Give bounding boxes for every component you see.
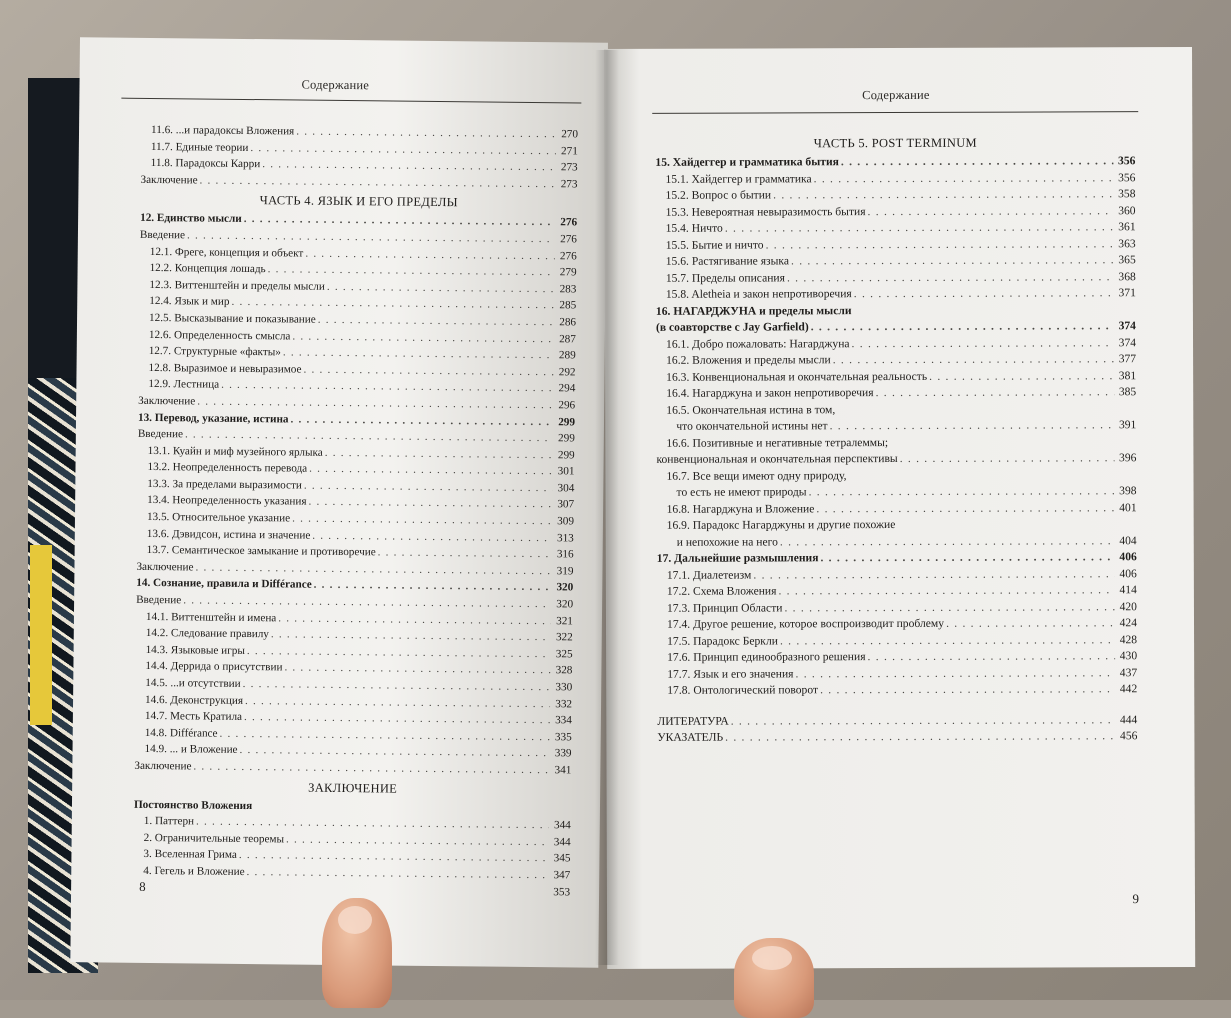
- book-cover-yellow-pattern: [30, 545, 52, 725]
- entry-page-number: 406: [1117, 566, 1137, 583]
- dot-leader: [254, 809, 549, 812]
- toc-entry: [657, 712, 1137, 730]
- entry-title: 14.1. Виттенштейн и имена: [146, 609, 277, 627]
- entry-page-number: 313: [554, 530, 574, 547]
- table-of-contents: [655, 131, 1137, 746]
- entry-page-number: 430: [1117, 648, 1137, 665]
- part-heading: ЧАСТЬ 4. ЯЗЫК И ЕГО ПРЕДЕЛЫ: [140, 188, 577, 215]
- entry-page-number: 296: [555, 397, 575, 414]
- entry-page-number: 396: [1116, 450, 1136, 467]
- toc-entry: [656, 269, 1136, 287]
- entry-page-number: 428: [1117, 632, 1137, 649]
- entry-page-number: 361: [1116, 219, 1136, 236]
- entry-page-number: 406: [1117, 549, 1137, 566]
- page-number: 8: [139, 879, 146, 895]
- entry-title: 12.7. Структурные «факты»: [149, 343, 281, 361]
- entry-title: 13.3. За пределами выразимости: [147, 476, 302, 494]
- entry-page-number: 356: [1115, 153, 1135, 170]
- entry-title: 15.5. Бытие и ничто: [666, 237, 764, 254]
- thumbnail-left: [338, 906, 372, 934]
- entry-page-number: 339: [551, 746, 571, 763]
- entry-title: 15.4. Ничто: [666, 221, 723, 238]
- entry-title: 17.1. Диалетеизм: [667, 567, 752, 584]
- entry-title: 4. Гегель и Вложение: [143, 863, 244, 881]
- toc-entry: [657, 665, 1137, 683]
- entry-title: 16.6. Позитивные и негативные тетралеммы;: [666, 435, 888, 452]
- entry-title: 15.6. Растягивание языка: [666, 253, 789, 270]
- entry-title: 17. Дальнейшие размышления: [657, 550, 819, 567]
- dot-leader: [841, 153, 1114, 170]
- entry-page-number: 358: [1115, 186, 1135, 203]
- entry-title: Введение: [140, 227, 185, 244]
- dot-leader: [900, 450, 1115, 467]
- entry-page-number: 332: [552, 696, 572, 713]
- entry-title: 13.1. Куайн и миф музейного ярлыка: [148, 443, 323, 461]
- entry-title: 17.4. Другое решение, которое воспроизводит проблему: [667, 616, 944, 633]
- entry-page-number: 341: [551, 762, 571, 779]
- dot-leader: [753, 566, 1114, 584]
- entry-page-number: 344: [551, 817, 571, 834]
- toc-entry: [656, 434, 1136, 452]
- dot-leader: [816, 500, 1114, 518]
- entry-page-number: 368: [1116, 269, 1136, 286]
- entry-page-number: 270: [558, 126, 578, 143]
- entry-page-number: 294: [555, 381, 575, 398]
- toc-entry: [657, 615, 1137, 633]
- dot-leader: [946, 615, 1115, 632]
- entry-title: УКАЗАТЕЛЬ: [657, 730, 723, 747]
- toc-entry: [656, 219, 1136, 237]
- dot-leader: [784, 599, 1115, 617]
- dot-leader: [809, 483, 1115, 501]
- toc-entry: [656, 417, 1136, 435]
- toc-entry: [657, 483, 1137, 501]
- entry-title: 14.9. ... и Вложение: [144, 741, 237, 759]
- entry-title: 16.7. Все вещи имеют одну природу,: [666, 468, 846, 485]
- entry-page-number: 320: [553, 596, 573, 613]
- toc-chapter-entry: [656, 302, 1136, 320]
- running-head: Содержание: [301, 78, 369, 94]
- entry-title: 17.7. Язык и его значения: [667, 666, 793, 683]
- entry-title: 14. Сознание, правила и Différance: [136, 575, 312, 593]
- entry-title: 16.4. Нагарджуна и закон непротиворечия: [666, 385, 873, 402]
- toc-chapter-entry: [657, 549, 1137, 567]
- dot-leader: [929, 368, 1114, 385]
- entry-title: 14.8. Différance: [145, 725, 218, 742]
- toc-entry: [656, 203, 1136, 221]
- entry-title: 12.2. Концепция лошадь: [150, 260, 266, 278]
- dot-leader: [766, 236, 1114, 254]
- entry-page-number: 356: [1115, 170, 1135, 187]
- entry-page-number: 273: [558, 159, 578, 176]
- entry-title: 17.6. Принцип единообразного решения: [667, 649, 865, 666]
- entry-title: 14.3. Языковые игры: [146, 642, 245, 660]
- dot-leader: [868, 203, 1114, 220]
- entry-page-number: 287: [556, 331, 576, 348]
- entry-page-number: 385: [1116, 384, 1136, 401]
- entry-title: 14.5. ...и отсутствии: [145, 675, 241, 693]
- toc-entry: [655, 170, 1135, 188]
- entry-title: 16. НАГАРДЖУНА и пределы мысли: [656, 303, 852, 320]
- entry-page-number: 299: [555, 447, 575, 464]
- toc-entry: [656, 351, 1136, 369]
- toc-entry: [657, 632, 1137, 650]
- entry-title: 12.1. Фреге, концепция и объект: [150, 244, 304, 262]
- entry-title: 14.7. Месть Кратила: [145, 708, 242, 726]
- dot-leader: [780, 632, 1115, 650]
- dot-leader: [787, 269, 1114, 287]
- dot-leader: [854, 313, 1114, 314]
- entry-title: 14.2. Следование правилу: [146, 625, 269, 643]
- book-gutter: [595, 50, 619, 965]
- toc-entry: [656, 285, 1136, 303]
- toc-entry: [655, 186, 1135, 204]
- entry-page-number: 301: [554, 464, 574, 481]
- dot-leader: [135, 890, 548, 894]
- entry-page-number: 292: [555, 364, 575, 381]
- entry-page-number: 307: [554, 497, 574, 514]
- toc-entry: [656, 401, 1136, 419]
- entry-title: 14.4. Деррида о присутствии: [145, 658, 282, 676]
- toc-entry: [656, 252, 1136, 270]
- entry-page-number: 347: [550, 867, 570, 884]
- entry-title: 17.5. Парадокс Беркли: [667, 633, 778, 650]
- entry-page-number: 444: [1117, 712, 1137, 729]
- toc-entry: [657, 566, 1137, 584]
- toc-entry: [657, 516, 1137, 534]
- entry-title: ЛИТЕРАТУРА: [657, 713, 728, 730]
- dot-leader: [780, 533, 1115, 551]
- entry-title: 13.4. Неопределенность указания: [147, 492, 307, 510]
- part-heading: ЗАКЛЮЧЕНИЕ: [134, 774, 571, 801]
- toc-entry: [657, 500, 1137, 518]
- entry-title: 16.5. Окончательная истина в том,: [666, 402, 835, 419]
- right-page: [604, 47, 1195, 969]
- entry-title: 2. Ограничительные теоремы: [144, 830, 285, 848]
- dot-leader: [849, 478, 1115, 479]
- entry-title: 13.7. Семантическое замыкание и противоречие: [147, 542, 376, 561]
- entry-title: 12.8. Выразимое и невыразимое: [148, 360, 301, 378]
- entry-title: 12.6. Определенность смысла: [149, 327, 291, 345]
- entry-title: Заключение: [138, 393, 195, 410]
- entry-page-number: 335: [552, 729, 572, 746]
- toc-entry: [657, 681, 1137, 699]
- dot-leader: [795, 665, 1115, 683]
- entry-page-number: 360: [1116, 203, 1136, 220]
- entry-title: 15.2. Вопрос о бытии: [665, 187, 771, 204]
- entry-title: 15.1. Хайдеггер и грамматика: [665, 171, 811, 188]
- entry-title: 11.8. Парадоксы Карри: [151, 155, 261, 173]
- entry-page-number: 299: [555, 430, 575, 447]
- entry-page-number: 363: [1116, 236, 1136, 253]
- entry-title: 1. Паттерн: [144, 813, 194, 830]
- entry-title: 14.6. Деконструкция: [145, 692, 243, 710]
- entry-title: (в соавторстве с Jay Garfield): [656, 319, 809, 336]
- dot-leader: [773, 186, 1113, 204]
- entry-page-number: 320: [553, 580, 573, 597]
- entry-title: 11.6. ...и парадоксы Вложения: [151, 122, 294, 140]
- entry-title: Заключение: [140, 172, 197, 189]
- entry-title: Заключение: [134, 758, 191, 775]
- dot-leader: [833, 351, 1114, 368]
- toc-entry: [656, 335, 1136, 353]
- entry-title: что окончательной истины нет: [676, 418, 827, 435]
- dot-leader: [890, 445, 1114, 446]
- entry-title: Заключение: [136, 559, 193, 576]
- table-of-contents: [133, 122, 578, 901]
- entry-page-number: 391: [1116, 417, 1136, 434]
- entry-title: конвенциональная и окончательная перспективы: [656, 451, 897, 468]
- entry-page-number: 316: [554, 546, 574, 563]
- dot-leader: [791, 252, 1114, 270]
- entry-page-number: 374: [1116, 318, 1136, 335]
- dot-leader: [852, 335, 1115, 352]
- entry-title: 12.9. Лестница: [148, 376, 219, 393]
- dot-leader: [378, 545, 552, 563]
- entry-page-number: 330: [552, 679, 572, 696]
- toc-entry: [657, 648, 1137, 666]
- entry-page-number: 321: [553, 613, 573, 630]
- entry-page-number: 401: [1117, 500, 1137, 517]
- left-page: [70, 37, 608, 967]
- running-head: Содержание: [862, 88, 930, 103]
- toc-entry: [656, 236, 1136, 254]
- entry-title: 15.7. Пределы описания: [666, 270, 785, 287]
- toc-entry: [657, 533, 1137, 551]
- entry-page-number: 322: [553, 629, 573, 646]
- toc-entry: [656, 384, 1136, 402]
- entry-page-number: 279: [556, 264, 576, 281]
- toc-chapter-entry: [655, 153, 1135, 171]
- entry-page-number: 365: [1116, 252, 1136, 269]
- entry-title: 16.3. Конвенциональная и окончательная реальность: [666, 368, 927, 385]
- dot-leader: [820, 549, 1114, 567]
- dot-leader: [778, 582, 1115, 600]
- entry-page-number: 285: [556, 298, 576, 315]
- entry-page-number: 328: [552, 663, 572, 680]
- entry-title: 12.5. Высказывание и показывание: [149, 310, 316, 328]
- entry-page-number: 353: [550, 884, 570, 901]
- entry-page-number: 325: [552, 646, 572, 663]
- toc-entry: [657, 728, 1137, 746]
- dot-leader: [811, 318, 1114, 336]
- dot-leader: [731, 712, 1116, 730]
- toc-entry: [657, 582, 1137, 600]
- dot-leader: [246, 864, 548, 884]
- dot-leader: [725, 219, 1114, 237]
- entry-title: 17.3. Принцип Области: [667, 600, 783, 617]
- entry-page-number: 371: [1116, 285, 1136, 302]
- entry-title: 11.7. Единые теории: [151, 139, 249, 157]
- entry-page-number: 276: [557, 231, 577, 248]
- book-cover-dark-band: [28, 78, 80, 378]
- thumbnail-right: [752, 946, 792, 970]
- dot-leader: [854, 285, 1114, 302]
- entry-page-number: 345: [550, 851, 570, 868]
- entry-title: 13.5. Относительное указание: [147, 509, 290, 527]
- dot-leader: [897, 527, 1114, 528]
- entry-title: 13. Перевод, указание, истина: [138, 409, 289, 427]
- header-rule: [121, 98, 581, 104]
- entry-page-number: 276: [557, 215, 577, 232]
- toc-entry: [657, 599, 1137, 617]
- entry-title: 12.4. Язык и мир: [149, 293, 229, 310]
- entry-title: Постоянство Вложения: [134, 796, 252, 814]
- entry-page-number: 374: [1116, 335, 1136, 352]
- entry-title: 16.8. Нагарджуна и Вложение: [667, 501, 815, 518]
- entry-page-number: 437: [1117, 665, 1137, 682]
- entry-page-number: 319: [553, 563, 573, 580]
- entry-title: 15.3. Невероятная невыразимость бытия: [666, 204, 866, 221]
- entry-page-number: 286: [556, 314, 576, 331]
- dot-leader: [814, 170, 1114, 188]
- part-heading: ЧАСТЬ 5. POST TERMINUM: [655, 131, 1135, 155]
- entry-page-number: 404: [1117, 533, 1137, 550]
- entry-page-number: 414: [1117, 582, 1137, 599]
- toc-entry: [656, 467, 1136, 485]
- dot-leader: [820, 681, 1115, 699]
- entry-title: Введение: [138, 426, 183, 443]
- entry-page-number: 304: [554, 480, 574, 497]
- entry-title: 3. Вселенная Грима: [143, 846, 237, 864]
- entry-title: 12.3. Виттенштейн и пределы мысли: [149, 277, 325, 295]
- entry-title: 17.2. Схема Вложения: [667, 583, 777, 600]
- entry-title: 17.8. Онтологический поворот: [667, 682, 818, 699]
- entry-page-number: 299: [555, 414, 575, 431]
- entry-title: 16.9. Парадокс Нагарджуны и другие похожие: [667, 517, 896, 534]
- entry-page-number: 309: [554, 513, 574, 530]
- entry-page-number: 273: [557, 176, 577, 193]
- entry-title: Введение: [136, 592, 181, 609]
- entry-page-number: 398: [1117, 483, 1137, 500]
- entry-page-number: 424: [1117, 615, 1137, 632]
- entry-title: 15.8. Aletheia и закон непротиворечия: [666, 286, 852, 303]
- entry-page-number: 420: [1117, 599, 1137, 616]
- toc-entry: [656, 450, 1136, 468]
- dot-leader: [830, 417, 1115, 434]
- entry-page-number: 283: [556, 281, 576, 298]
- page-number: 9: [1132, 891, 1139, 907]
- entry-title: 15. Хайдеггер и грамматика бытия: [655, 154, 839, 171]
- toc-chapter-entry: [656, 318, 1136, 336]
- entry-title: 12. Единство мысли: [140, 210, 242, 228]
- entry-page-number: 344: [551, 834, 571, 851]
- header-rule: [652, 111, 1138, 114]
- entry-title: и непохожие на него: [677, 534, 778, 551]
- dot-leader: [868, 648, 1116, 665]
- entry-title: 16.2. Вложения и пределы мысли: [666, 352, 831, 369]
- entry-page-number: 271: [558, 143, 578, 160]
- entry-page-number: 289: [556, 347, 576, 364]
- entry-page-number: 456: [1117, 728, 1137, 745]
- entry-page-number: 334: [552, 712, 572, 729]
- entry-page-number: 381: [1116, 368, 1136, 385]
- dot-leader: [837, 412, 1114, 413]
- entry-page-number: 276: [557, 248, 577, 265]
- dot-leader: [725, 728, 1115, 746]
- dot-leader: [876, 384, 1115, 401]
- entry-title: 16.1. Добро пожаловать: Нагарджуна: [666, 336, 850, 353]
- entry-title: 13.6. Дэвидсон, истина и значение: [147, 526, 311, 544]
- entry-page-number: 442: [1117, 681, 1137, 698]
- toc-entry: [656, 368, 1136, 386]
- entry-page-number: 377: [1116, 351, 1136, 368]
- entry-title: 13.2. Неопределенность перевода: [147, 459, 307, 477]
- entry-title: то есть не имеют природы: [677, 484, 807, 501]
